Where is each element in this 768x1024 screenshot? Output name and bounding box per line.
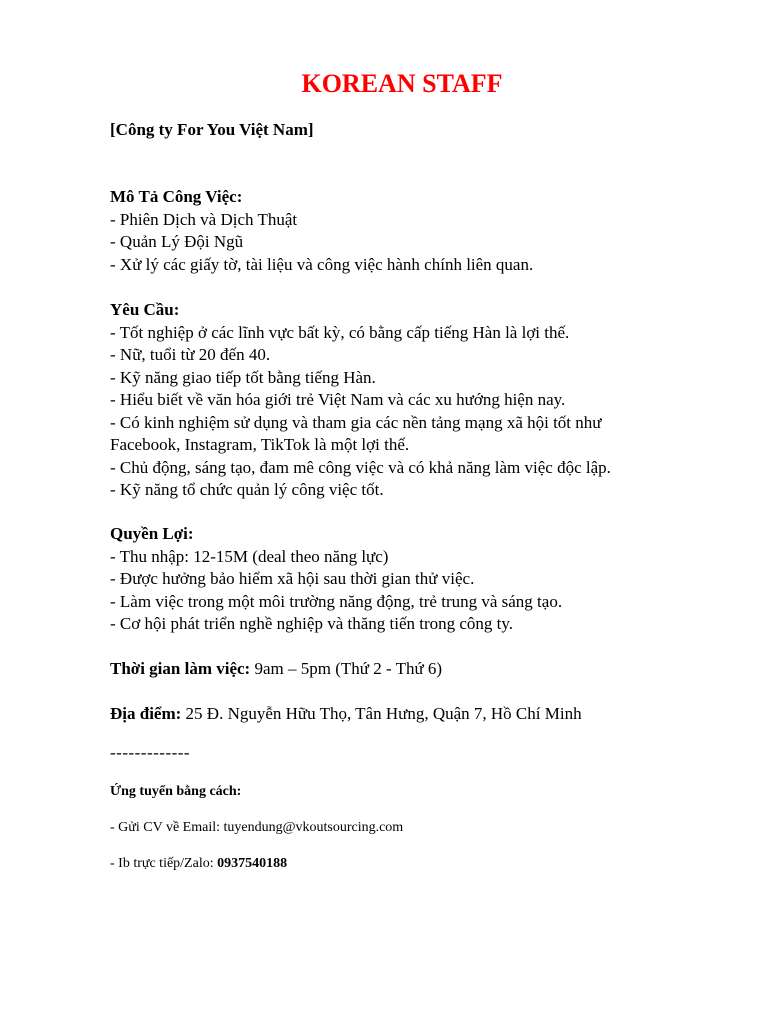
location-label: Địa điểm: xyxy=(110,704,182,723)
list-item: - Có kinh nghiệm sử dụng và tham gia các nền tảng mạng xã hội tốt như xyxy=(110,412,602,432)
job-description-section xyxy=(110,186,670,276)
zalo-label: - Ib trực tiếp/Zalo: xyxy=(110,856,218,871)
list-item: - Tốt nghiệp ở các lĩnh vực bất kỳ, có bằng cấp tiếng Hàn là lợi thế. xyxy=(110,322,570,342)
job-description-heading: Mô Tả Công Việc: xyxy=(110,187,243,206)
list-item: - Chủ động, sáng tạo, đam mê công việc và có khả năng làm việc độc lập. xyxy=(110,457,611,477)
location-value: 25 Đ. Nguyễn Hữu Thọ, Tân Hưng, Quận 7, Hồ Chí Minh xyxy=(181,704,582,723)
requirements-section xyxy=(110,299,670,502)
list-item: Facebook, Instagram, TikTok là một lợi thế. xyxy=(110,435,410,454)
apply-zalo-line xyxy=(110,854,287,874)
list-item: - Kỹ năng tổ chức quản lý công việc tốt. xyxy=(110,480,384,499)
apply-email-line: - Gửi CV về Email: tuyendung@vkoutsourcing.com xyxy=(110,820,404,835)
working-time-value: 9am – 5pm (Thứ 2 - Thứ 6) xyxy=(250,659,443,678)
divider-line: ------------- xyxy=(110,743,191,762)
company-name: [Công ty For You Việt Nam] xyxy=(110,120,314,139)
list-item: - Làm việc trong một môi trường năng động, trẻ trung và sáng tạo. xyxy=(110,591,563,611)
list-item: - Kỹ năng giao tiếp tốt bằng tiếng Hàn. xyxy=(110,367,376,387)
apply-heading: Ứng tuyển bằng cách: xyxy=(110,784,242,799)
benefits-section xyxy=(110,523,670,636)
working-time-row xyxy=(110,658,442,680)
list-item: - Phiên Dịch và Dịch Thuật xyxy=(110,209,298,229)
page-title: KOREAN STAFF xyxy=(301,69,503,98)
list-item: - Quản Lý Đội Ngũ xyxy=(110,232,244,251)
list-item: - Hiểu biết về văn hóa giới trẻ Việt Nam và các xu hướng hiện nay. xyxy=(110,390,566,409)
working-time-label: Thời gian làm việc: xyxy=(110,659,251,678)
list-item: - Cơ hội phát triển nghề nghiệp và thăng tiến trong công ty. xyxy=(110,614,514,633)
list-item: - Xử lý các giấy tờ, tài liệu và công việc hành chính liên quan. xyxy=(110,254,534,274)
location-row xyxy=(110,703,582,725)
benefits-heading: Quyền Lợi: xyxy=(110,524,194,543)
list-item: - Nữ, tuổi từ 20 đến 40. xyxy=(110,345,271,364)
list-item: - Được hưởng bảo hiểm xã hội sau thời gian thử việc. xyxy=(110,569,475,588)
zalo-number: 0937540188 xyxy=(217,856,288,871)
list-item: - Thu nhập: 12-15M (deal theo năng lực) xyxy=(110,546,389,566)
requirements-heading: Yêu Cầu: xyxy=(110,300,180,319)
